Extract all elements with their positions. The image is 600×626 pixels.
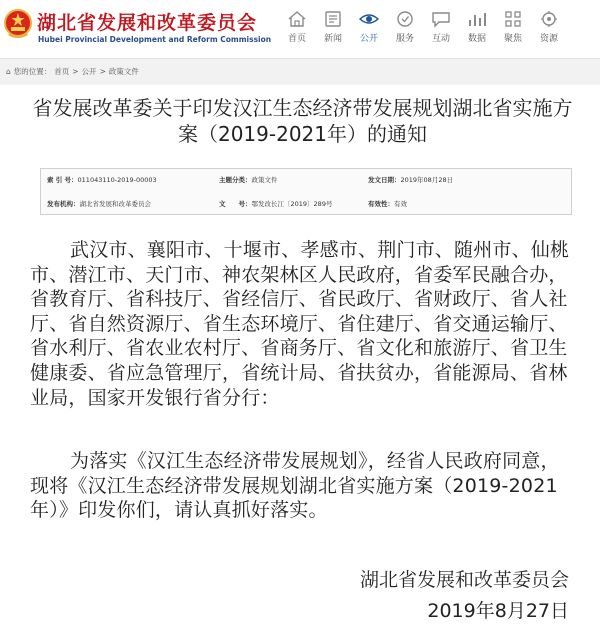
document-meta-table <box>40 168 572 215</box>
nav-label: 资源 <box>539 34 558 44</box>
meta-value: 政策文件 <box>251 176 278 184</box>
nav-label: 新闻 <box>323 34 342 44</box>
meta-date <box>368 175 453 184</box>
nav-item-open[interactable] <box>352 6 386 48</box>
breadcrumb-separator: > <box>99 67 106 76</box>
meta-label: 索 引 号： <box>47 176 78 184</box>
nav-label: 首页 <box>287 34 306 44</box>
meta-validity <box>368 199 407 208</box>
breadcrumb-bar <box>0 58 600 85</box>
document-title: 省发展改革委关于印发汉江生态经济带发展规划湖北省实施方案（2019-2021年）的通知 <box>32 96 573 146</box>
breadcrumb-item-home[interactable]: 首页 <box>54 67 70 76</box>
meta-label: 主题分类： <box>219 176 252 184</box>
breadcrumb <box>6 66 142 77</box>
nav-label: 数据 <box>467 34 486 44</box>
meta-value: 011043110-2019-00003 <box>77 176 157 184</box>
site-subtitle-en: Hubei Provincial Development and Reform Commission <box>38 35 272 44</box>
chat-icon <box>430 10 452 28</box>
meta-value: 有效 <box>394 200 407 208</box>
meta-issuer <box>47 199 151 208</box>
main-nav <box>280 6 600 48</box>
meta-docno <box>219 199 332 208</box>
chart-icon <box>466 10 488 28</box>
breadcrumb-item-policy[interactable]: 政策文件 <box>108 67 139 76</box>
nav-item-resource[interactable] <box>532 6 566 48</box>
national-emblem-icon[interactable] <box>3 8 33 40</box>
nav-label: 公开 <box>359 34 378 44</box>
nav-item-service[interactable] <box>388 6 422 48</box>
nav-label: 聚焦 <box>503 34 522 44</box>
nav-label: 互动 <box>431 34 450 44</box>
meta-row <box>41 193 571 215</box>
meta-value: 鄂发改长江〔2019〕289号 <box>251 200 333 208</box>
meta-label: 发文日期： <box>368 176 401 184</box>
signature-date: 2019年8月27日 <box>427 600 569 622</box>
meta-category <box>219 175 278 184</box>
nav-label: 服务 <box>395 34 414 44</box>
nav-item-focus[interactable] <box>496 6 530 48</box>
focus-icon <box>502 10 524 28</box>
breadcrumb-item-open[interactable]: 公开 <box>81 67 97 76</box>
breadcrumb-prefix: 您的位置： <box>13 67 52 76</box>
news-icon <box>322 10 344 28</box>
body-paragraph-recipients: 武汉市、襄阳市、十堰市、孝感市、荆门市、随州市、仙桃市、潜江市、天门市、神农架林区人民政府，省委军民融合办，省教育厅、省科技厅、省经信厅、省民政厅、省财政厅、省人社厅、省自然资源厅、省生态环境厅、省住建厅、省交通运输厅、省水利厅、省农业农村厅、省商务厅、省文化和旅游厅、省卫生健康委、省应急管理厅，省统计局、省扶贫办，省能源局、省林业局，国家开发银行省分行： <box>30 239 570 409</box>
meta-label: 发布机构： <box>47 200 80 208</box>
meta-label: 有效性： <box>368 200 394 208</box>
meta-row <box>41 169 571 191</box>
service-icon <box>394 10 416 28</box>
body-paragraph-notice: 为落实《汉江生态经济带发展规划》，经省人民政府同意，现将《汉江生态经济带发展规划湖北省实施方案（2019-2021年）》印发你们，请认真抓好落实。 <box>30 450 560 522</box>
resource-icon <box>538 10 560 28</box>
meta-label: 文 号： <box>219 200 252 208</box>
nav-item-news[interactable] <box>316 6 350 48</box>
meta-value: 2019年08月28日 <box>400 176 454 184</box>
signature-organization: 湖北省发展和改革委员会 <box>359 569 569 591</box>
home-icon <box>286 10 308 28</box>
meta-value: 湖北省发展和改革委员会 <box>79 200 151 208</box>
nav-item-data[interactable] <box>460 6 494 48</box>
nav-item-home[interactable] <box>280 6 314 48</box>
site-header <box>0 0 600 58</box>
site-title[interactable]: 湖北省发展和改革委员会 <box>37 12 258 34</box>
meta-index <box>47 175 157 184</box>
nav-item-interact[interactable] <box>424 6 458 48</box>
eye-icon <box>358 10 380 28</box>
location-icon: ⌂ <box>6 67 11 76</box>
breadcrumb-separator: > <box>72 67 79 76</box>
